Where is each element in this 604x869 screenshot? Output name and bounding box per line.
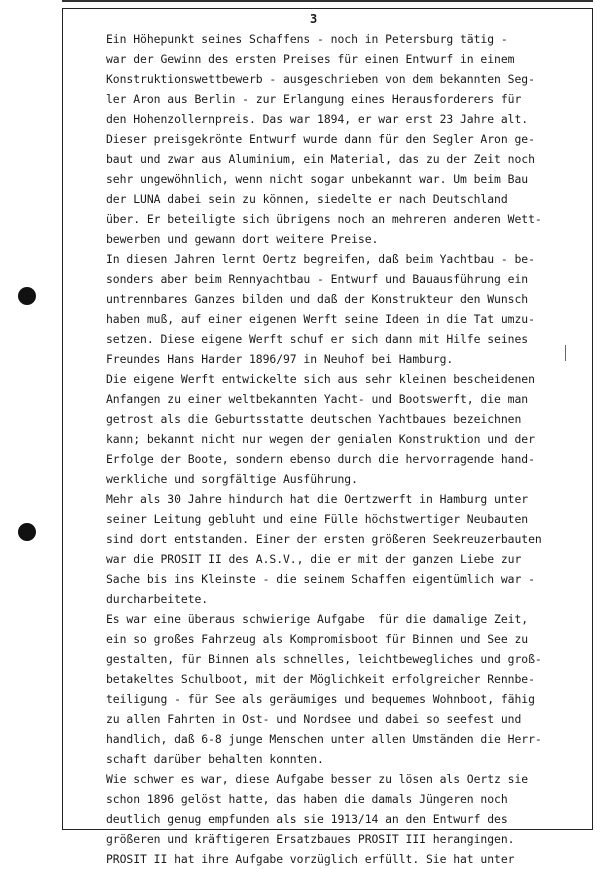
text-line: durcharbeitete. bbox=[106, 592, 209, 606]
text-line: bewerben und gewann dort weitere Preise. bbox=[106, 232, 379, 246]
text-line: werkliche und sorgfältige Ausführung. bbox=[106, 472, 358, 486]
text-line: Anfangen zu einer weltbekannten Yacht- und Bootswerft, die man bbox=[106, 392, 529, 406]
text-line: PROSIT II hat ihre Aufgabe vorzüglich erfüllt. Sie hat unter bbox=[106, 852, 515, 866]
text-line: Erfolge der Boote, sondern ebenso durch die hervorragende hand- bbox=[106, 452, 535, 466]
text-line: Mehr als 30 Jahre hindurch hat die Oertzwerft in Hamburg unter bbox=[106, 492, 529, 506]
text-line: sind dort entstanden. Einer der ersten größeren Seekreuzerbauten bbox=[106, 532, 542, 546]
page-top-edge bbox=[62, 0, 593, 2]
text-line: sonders aber beim Rennyachtbau - Entwurf und Bauausführung ein bbox=[106, 272, 529, 286]
text-line: war die PROSIT II des A.S.V., die er mit der ganzen Liebe zur bbox=[106, 552, 522, 566]
text-line: Sache bis ins Kleinste - die seinem Schaffen eigentümlich war - bbox=[106, 572, 535, 586]
text-line: seiner Leitung gebluht und eine Fülle höchstwertiger Neubauten bbox=[106, 512, 529, 526]
text-line: haben muß, auf einer eigenen Werft seine Ideen in die Tat umzu- bbox=[106, 312, 535, 326]
text-line: handlich, daß 6-8 junge Menschen unter allen Umständen die Herr- bbox=[106, 732, 542, 746]
text-line: Konstruktionswettbewerb - ausgeschrieben von dem bekannten Seg- bbox=[106, 72, 535, 86]
text-line: schaft darüber behalten konnten. bbox=[106, 752, 324, 766]
text-line: gestalten, für Binnen als schnelles, leichtbewegliches und groß- bbox=[106, 652, 542, 666]
text-line: sehr ungewöhnlich, wenn nicht sogar unbekannt war. Um beim Bau bbox=[106, 172, 529, 186]
punch-hole-top bbox=[18, 287, 36, 305]
text-line: ein so großes Fahrzeug als Kompromisboot für Binnen und See zu bbox=[106, 632, 529, 646]
text-line: über. Er beteiligte sich übrigens noch an mehreren anderen Wett- bbox=[106, 212, 542, 226]
text-line: war der Gewinn des ersten Preises für einen Entwurf in einem bbox=[106, 52, 515, 66]
text-line: größeren und kräftigeren Ersatzbaues PROSIT III herangingen. bbox=[106, 832, 515, 846]
text-line: getrost als die Geburtsstatte deutschen Yachtbaues bezeichnen bbox=[106, 412, 522, 426]
text-line: Freundes Hans Harder 1896/97 in Neuhof bei Hamburg. bbox=[106, 352, 454, 366]
text-line: ler Aron aus Berlin - zur Erlangung eines Herausforderers für bbox=[106, 92, 522, 106]
text-line: setzen. Diese eigene Werft schuf er sich dann mit Hilfe seines bbox=[106, 332, 529, 346]
text-line: zu allen Fahrten in Ost- und Nordsee und dabei so seefest und bbox=[106, 712, 522, 726]
punch-hole-bottom bbox=[18, 523, 36, 541]
text-line: untrennbares Ganzes bilden und daß der Konstrukteur den Wunsch bbox=[106, 292, 529, 306]
text-line: den Hohenzollernpreis. Das war 1894, er war erst 23 Jahre alt. bbox=[106, 112, 529, 126]
text-line: teiligung - für See als geräumiges und bequemes Wohnboot, fähig bbox=[106, 692, 535, 706]
text-line: In diesen Jahren lernt Oertz begreifen, daß beim Yachtbau - be- bbox=[106, 252, 535, 266]
text-line: Es war eine überaus schwierige Aufgabe für die damalige Zeit, bbox=[106, 612, 529, 626]
page-number: 3 bbox=[310, 12, 318, 26]
text-line: Die eigene Werft entwickelte sich aus sehr kleinen bescheidenen bbox=[106, 372, 535, 386]
typed-text-body bbox=[106, 29, 576, 869]
text-line: Ein Höhepunkt seines Schaffens - noch in Petersburg tätig - bbox=[106, 32, 508, 46]
text-line: deutlich genug empfunden als sie 1913/14 an den Entwurf des bbox=[106, 812, 508, 826]
text-line: kann; bekannt nicht nur wegen der genialen Konstruktion und der bbox=[106, 432, 535, 446]
text-line: Dieser preisgekrönte Entwurf wurde dann für den Segler Aron ge- bbox=[106, 132, 535, 146]
text-line: baut und zwar aus Aluminium, ein Material, das zu der Zeit noch bbox=[106, 152, 535, 166]
text-line: der LUNA dabei sein zu können, siedelte er nach Deutschland bbox=[106, 192, 508, 206]
text-line: schon 1896 gelöst hatte, das haben die damals Jüngeren noch bbox=[106, 792, 508, 806]
text-line: Wie schwer es war, diese Aufgabe besser zu lösen als Oertz sie bbox=[106, 772, 529, 786]
text-line: betakeltes Schulboot, mit der Möglichkeit erfolgreicher Rennbe- bbox=[106, 672, 535, 686]
